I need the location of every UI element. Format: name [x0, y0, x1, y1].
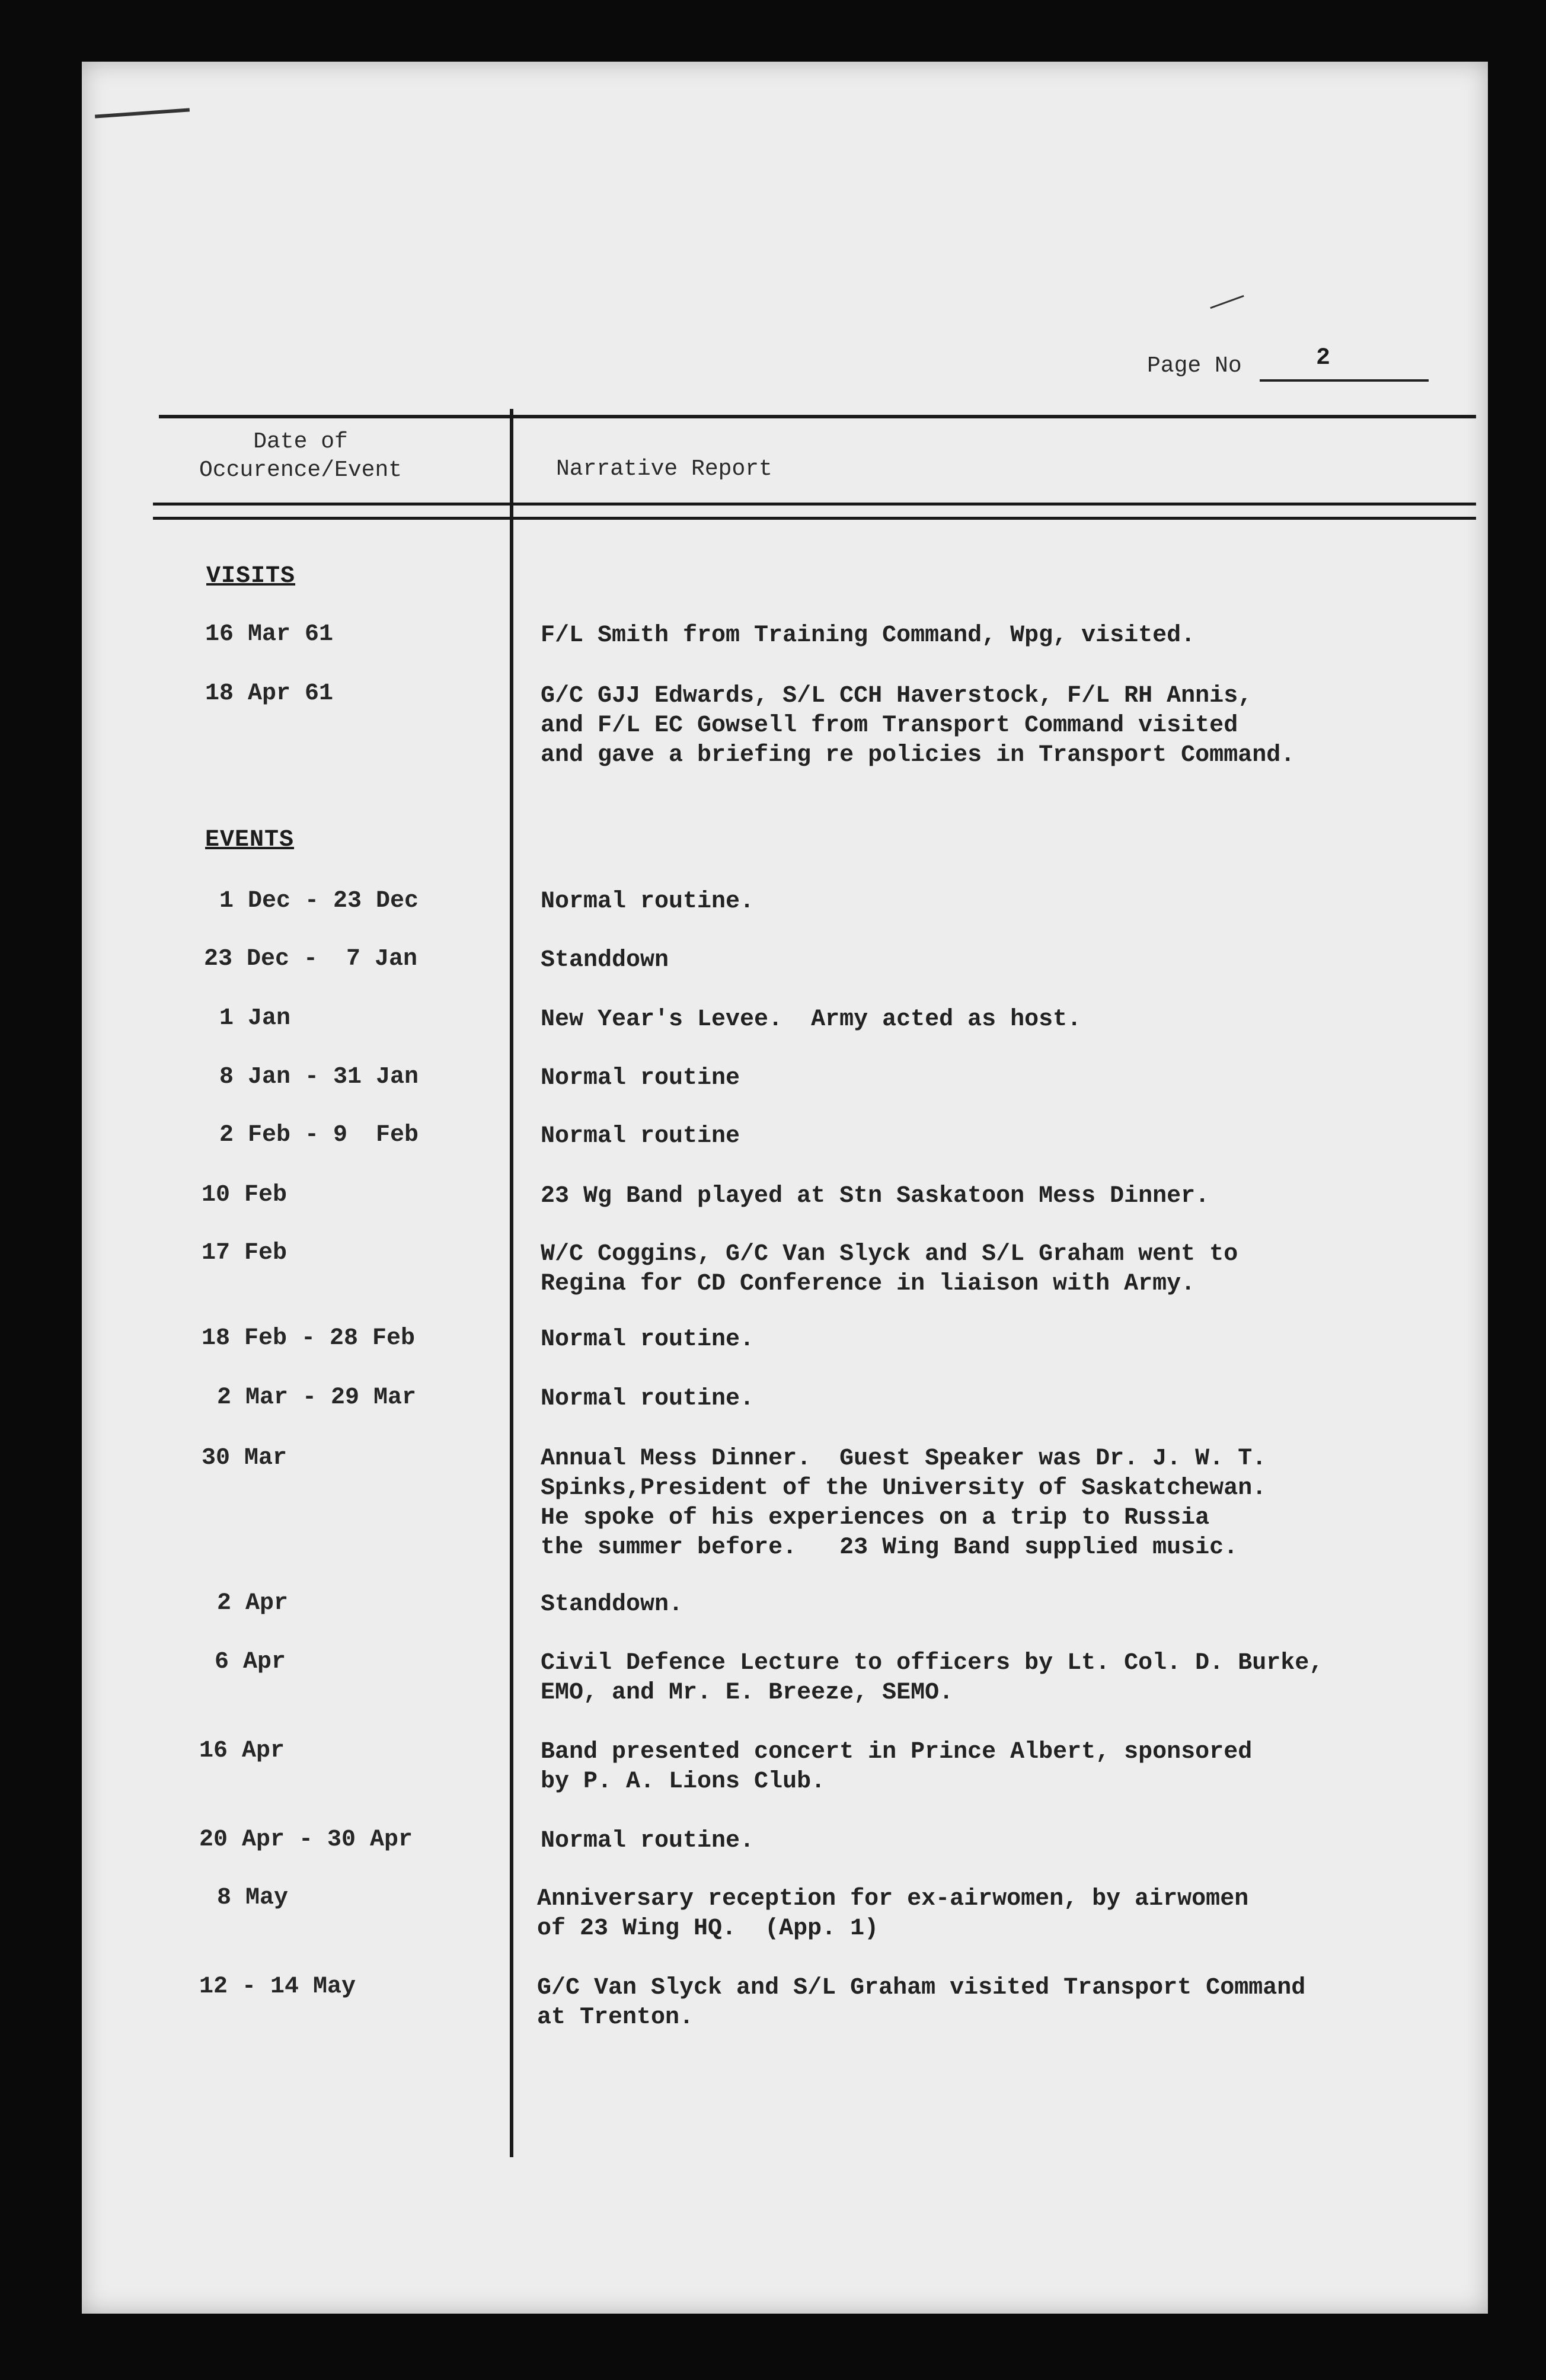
section-title-visits: VISITS [206, 563, 296, 590]
event-date: 18 Feb - 28 Feb [202, 1325, 416, 1352]
event-narrative: Band presented concert in Prince Albert, sponsored by P. A. Lions Club. [541, 1739, 1253, 1795]
event-date: 17 Feb [202, 1240, 288, 1266]
page-number-underline [1260, 379, 1429, 382]
event-date: 16 Apr [199, 1738, 285, 1764]
table-header-rule-2 [153, 517, 1476, 520]
event-date: 8 Jan - 31 Jan [219, 1064, 419, 1090]
event-date: 12 - 14 May [199, 1973, 356, 2000]
event-date: 2 Mar - 29 Mar [217, 1384, 417, 1411]
event-narrative: Normal routine. [541, 1828, 755, 1854]
event-narrative: Normal routine. [541, 1326, 755, 1353]
event-date: 30 Mar [202, 1445, 288, 1471]
event-date: 6 Apr [215, 1649, 286, 1675]
event-date: 8 May [217, 1885, 289, 1911]
event-narrative: Standdown [541, 947, 669, 974]
page-number-value: 2 [1316, 345, 1331, 372]
event-narrative: Normal routine [541, 1123, 740, 1150]
visit-narrative: F/L Smith from Training Command, Wpg, visited. [541, 622, 1196, 649]
event-narrative: Annual Mess Dinner. Guest Speaker was Dr. J. W. T. Spinks,President of the University of Saskatchewan. He spoke of his experiences on a trip to Russia the summer before. 23 Wing Band supplied music. [541, 1445, 1267, 1561]
table-header-rule [153, 503, 1476, 506]
event-narrative: Normal routine. [541, 1386, 755, 1412]
event-narrative: W/C Coggins, G/C Van Slyck and S/L Graham went to Regina for CD Conference in liaison with Army. [541, 1241, 1238, 1297]
column-header-narrative: Narrative Report [556, 456, 772, 482]
event-date: 20 Apr - 30 Apr [199, 1826, 413, 1853]
column-header-date: Date of Occurence/Event [199, 429, 403, 483]
visit-date: 18 Apr 61 [205, 680, 334, 707]
page-number-label: Page No [1147, 353, 1242, 379]
section-title-events: EVENTS [205, 827, 295, 853]
event-date: 23 Dec - 7 Jan [204, 946, 418, 973]
event-date: 2 Apr [217, 1590, 289, 1617]
event-narrative: Anniversary reception for ex-airwomen, by airwomen of 23 Wing HQ. (App. 1) [537, 1886, 1249, 1942]
column-divider [510, 409, 513, 2157]
visit-date: 16 Mar 61 [205, 621, 334, 648]
event-narrative: Normal routine [541, 1065, 740, 1092]
event-date: 2 Feb - 9 Feb [219, 1122, 419, 1149]
event-date: 10 Feb [202, 1182, 288, 1208]
table-top-rule [159, 415, 1476, 418]
event-date: 1 Jan [219, 1005, 291, 1032]
visit-narrative: G/C GJJ Edwards, S/L CCH Haverstock, F/L RH Annis, and F/L EC Gowsell from Transport Command visited and gave a briefing re policies in Transport Command. [541, 683, 1295, 769]
event-date: 1 Dec - 23 Dec [219, 888, 419, 914]
event-narrative: Standdown. [541, 1591, 683, 1618]
event-narrative: 23 Wg Band played at Stn Saskatoon Mess Dinner. [541, 1183, 1210, 1210]
event-narrative: G/C Van Slyck and S/L Graham visited Transport Command at Trenton. [537, 1975, 1306, 2031]
event-narrative: Civil Defence Lecture to officers by Lt. Col. D. Burke, EMO, and Mr. E. Breeze, SEMO. [541, 1650, 1324, 1706]
event-narrative: New Year's Levee. Army acted as host. [541, 1006, 1082, 1033]
event-narrative: Normal routine. [541, 888, 755, 915]
